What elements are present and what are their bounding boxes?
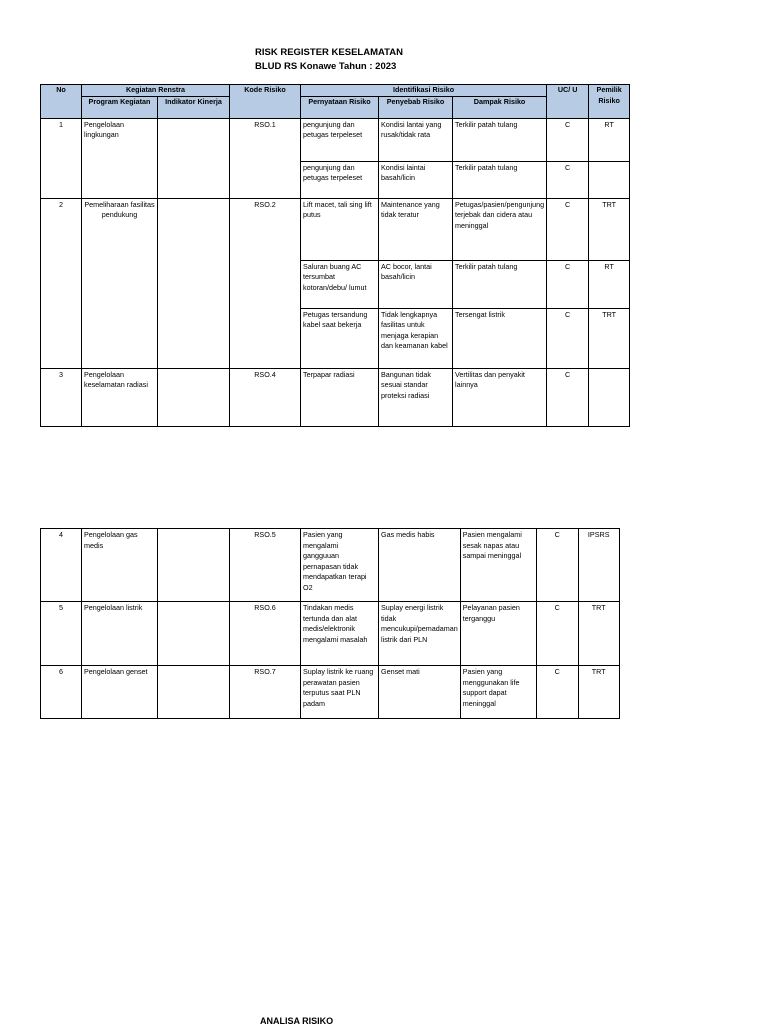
cell-uc: C: [536, 529, 578, 602]
cell-pemilik: [589, 368, 630, 426]
header-dampak-risiko: Dampak Risiko: [453, 96, 547, 118]
cell-penyebab: Maintenance yang tidak teratur: [379, 198, 453, 260]
cell-uc: C: [536, 666, 578, 719]
cell-pernyataan: Petugas tersandung kabel saat bekerja: [301, 308, 379, 368]
cell-indikator: [158, 118, 230, 198]
cell-no: 2: [41, 198, 82, 368]
cell-kode: RSO.1: [230, 118, 301, 198]
header-indikator-kinerja: Indikator Kinerja: [158, 96, 230, 118]
cell-no: 6: [41, 666, 82, 719]
cell-pernyataan: Suplay listrik ke ruang perawatan pasien terputus saat PLN padam: [301, 666, 379, 719]
risk-register-table-2: [40, 528, 620, 719]
cell-kode: RSO.7: [230, 666, 301, 719]
cell-pemilik: RT: [589, 118, 630, 161]
cell-uc: C: [547, 368, 589, 426]
cell-kode: RSO.4: [230, 368, 301, 426]
cell-dampak: Pelayanan pasien terganggu: [460, 602, 536, 666]
cell-kode: RSO.2: [230, 198, 301, 368]
table-row: [41, 602, 620, 666]
cell-pernyataan: Tindakan medis tertunda dan alat medis/elektronik mengalami masalah: [301, 602, 379, 666]
cell-no: 1: [41, 118, 82, 198]
cell-uc: C: [536, 602, 578, 666]
cell-program: Pengelolaan keselamatan radiasi: [82, 368, 158, 426]
cell-indikator: [158, 666, 230, 719]
cell-uc: C: [547, 161, 589, 198]
header-kegiatan-renstra: Kegiatan Renstra: [82, 85, 230, 97]
cell-dampak: Pasien yang menggunakan life support dapat meninggal: [460, 666, 536, 719]
cell-pernyataan: Terpapar radiasi: [301, 368, 379, 426]
section-heading-analisa-risiko: ANALISA RISIKO: [260, 1016, 334, 1026]
cell-no: 4: [41, 529, 82, 602]
cell-pemilik: TRT: [578, 602, 619, 666]
cell-dampak: Vertilitas dan penyakit lainnya: [453, 368, 547, 426]
table-row: [41, 118, 630, 161]
risk-register-table-1: [40, 84, 630, 427]
header-pemilik-risiko: Pemilik Risiko: [589, 85, 630, 119]
cell-pernyataan: Saluran buang AC tersumbat kotoran/debu/ lumut: [301, 260, 379, 308]
cell-dampak: Pasien mengalami sesak napas atau sampai meninggal: [460, 529, 536, 602]
cell-penyebab: Gas medis habis: [379, 529, 461, 602]
document-title: [255, 46, 403, 74]
title-line-2: BLUD RS Konawe Tahun : 2023: [255, 61, 397, 72]
header-pernyataan-risiko: Pernyataan Risiko: [301, 96, 379, 118]
cell-indikator: [158, 602, 230, 666]
cell-uc: C: [547, 118, 589, 161]
cell-program: Pengelolaan lingkungan: [82, 118, 158, 198]
cell-penyebab: Genset mati: [379, 666, 461, 719]
cell-penyebab: Tidak lengkapnya fasilitas untuk menjaga kerapian dan keamanan kabel: [379, 308, 453, 368]
cell-program: Pengelolaan gas medis: [82, 529, 158, 602]
cell-indikator: [158, 368, 230, 426]
cell-program: Pengelolaan genset: [82, 666, 158, 719]
header-identifikasi-risiko: Identifikasi Risiko: [301, 85, 547, 97]
cell-pernyataan: pengunjung dan petugas terpeleset: [301, 161, 379, 198]
header-program-kegiatan: Program Kegiatan: [82, 96, 158, 118]
cell-indikator: [158, 529, 230, 602]
cell-penyebab: Kondisi lantai yang rusak/tidak rata: [379, 118, 453, 161]
table-row: [41, 666, 620, 719]
cell-dampak: Terkilir patah tulang: [453, 260, 547, 308]
cell-dampak: Terkilir patah tulang: [453, 118, 547, 161]
table-row: [41, 368, 630, 426]
cell-pemilik: TRT: [578, 666, 619, 719]
cell-pemilik: IPSRS: [578, 529, 619, 602]
cell-dampak: Tersengat listrik: [453, 308, 547, 368]
cell-no: 3: [41, 368, 82, 426]
cell-pernyataan: Pasien yang mengalami gangguuan pernapasan tidak mendapatkan terapi O2: [301, 529, 379, 602]
cell-kode: RSO.5: [230, 529, 301, 602]
header-no: No: [41, 85, 82, 119]
title-line-1: RISK REGISTER KESELAMATAN: [255, 47, 403, 58]
cell-penyebab: Kondisi laintai basah/licin: [379, 161, 453, 198]
cell-uc: C: [547, 260, 589, 308]
table-row: [41, 198, 630, 260]
table-row: [41, 529, 620, 602]
cell-program: Pengelolaan listrik: [82, 602, 158, 666]
cell-penyebab: Suplay energi listrik tidak mencukupi/pemadaman listrik dari PLN: [379, 602, 461, 666]
header-kode-risiko: Kode Risiko: [230, 85, 301, 119]
cell-dampak: Petugas/pasien/pengunjung terjebak dan cidera atau meninggal: [453, 198, 547, 260]
cell-pemilik: [589, 161, 630, 198]
header-uc-u: UC/ U: [547, 85, 589, 119]
cell-pernyataan: Lift macet, tali sing lift putus: [301, 198, 379, 260]
cell-dampak: Terkilir patah tulang: [453, 161, 547, 198]
cell-indikator: [158, 198, 230, 368]
header-penyebab-risiko: Penyebab Risiko: [379, 96, 453, 118]
cell-no: 5: [41, 602, 82, 666]
cell-program: Pemeliharaan fasilitas pendukung: [82, 198, 158, 368]
cell-kode: RSO.6: [230, 602, 301, 666]
cell-pernyataan: pengunjung dan petugas terpeleset: [301, 118, 379, 161]
cell-penyebab: Bangunan tidak sesuai standar proteksi radiasi: [379, 368, 453, 426]
cell-pemilik: RT: [589, 260, 630, 308]
cell-uc: C: [547, 308, 589, 368]
cell-penyebab: AC bocor, lantai basah/licin: [379, 260, 453, 308]
cell-uc: C: [547, 198, 589, 260]
cell-pemilik: TRT: [589, 198, 630, 260]
cell-pemilik: TRT: [589, 308, 630, 368]
